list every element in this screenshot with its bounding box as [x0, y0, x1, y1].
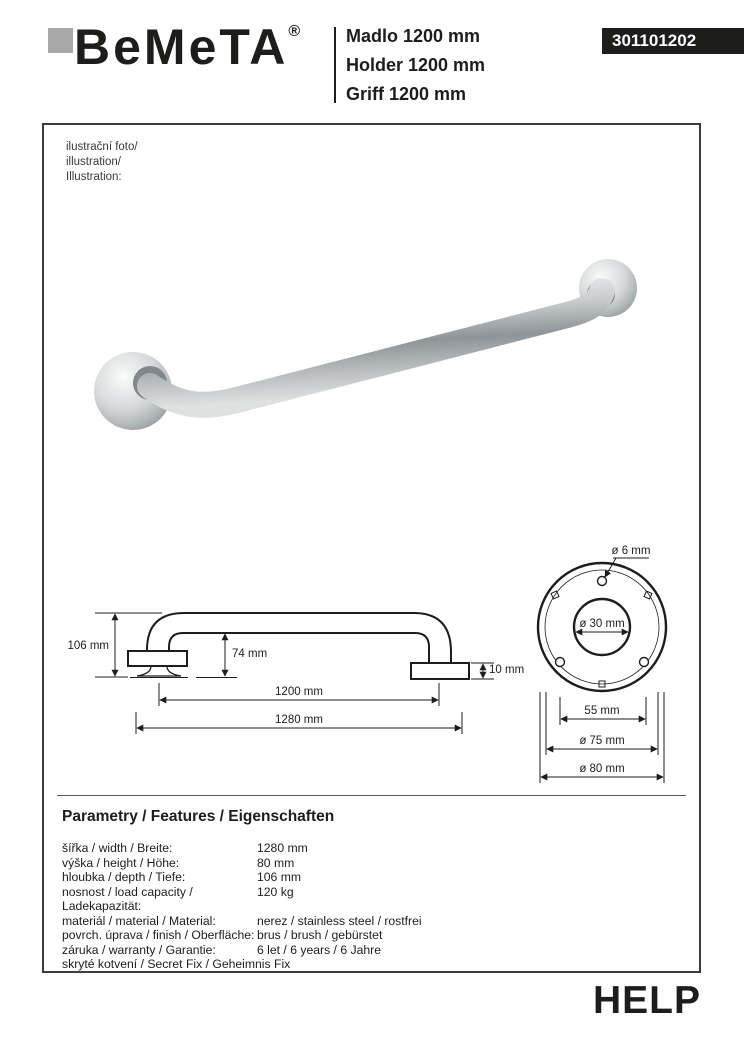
help-label: HELP [592, 979, 701, 1022]
param-label: materiál / material / Material: [62, 913, 216, 928]
dim-tube-diameter-label: ø 30 mm [579, 618, 625, 630]
left-mount-plate [128, 651, 187, 666]
param-label: hloubka / depth / Tiefe: [62, 870, 186, 884]
product-title-en: Holder 1200 mm [346, 55, 486, 75]
param-value: 6 let / 6 years / 6 Jahre [257, 942, 381, 957]
param-value: 1280 mm [257, 841, 308, 855]
param-value: 120 kg [257, 884, 294, 899]
left-mount-trumpet [137, 666, 181, 676]
param-label: skryté kotvení / Secret Fix / Geheimnis Fix [62, 957, 291, 971]
table-row [62, 914, 422, 929]
table-row [62, 841, 422, 856]
product-title-cs: Madlo 1200 mm [346, 26, 481, 46]
tube-inner-contour [169, 633, 429, 664]
illustration-note-line3: Illustration: [66, 171, 122, 183]
param-label: šířka / width / Breite: [62, 841, 173, 855]
dim-inner-height-label: 74 mm [232, 648, 268, 660]
dim-overall-length-label: 1280 mm [275, 714, 323, 726]
table-row [62, 943, 422, 958]
photo-grab-bar-tube [150, 291, 602, 405]
right-flange-plate [411, 663, 469, 679]
illustration-note-line2: illustration/ [66, 156, 121, 168]
dim-mount-distance-label: 1200 mm [275, 686, 323, 698]
parameters-table [62, 841, 422, 972]
table-row [62, 870, 422, 885]
param-value: 80 mm [257, 855, 295, 870]
dim-hole-spacing-label: 55 mm [584, 705, 620, 717]
param-value: nerez / stainless steel / rostfrei [257, 913, 422, 928]
param-value: 106 mm [257, 870, 302, 884]
screw-hole-leader [605, 558, 616, 577]
dim-inner-ring-label: ø 75 mm [579, 735, 625, 747]
screw-hole-left [556, 658, 565, 667]
product-code-badge: 301101202 [602, 28, 744, 54]
param-label: nosnost / load capacity / Ladekapazität: [62, 884, 193, 913]
front-view-drawing [538, 545, 666, 783]
brand-name: BeMeTA [74, 19, 289, 75]
dim-flange-thickness-label: 10 mm [489, 664, 525, 676]
table-row [62, 885, 422, 914]
param-label: záruka / warranty / Garantie: [62, 942, 216, 957]
tube-outer-contour [147, 613, 451, 664]
table-row [62, 957, 422, 972]
side-view-drawing [67, 613, 524, 734]
screw-hole-right [640, 658, 649, 667]
param-value: brus / brush / gebürstet [257, 928, 383, 942]
product-title-de: Griff 1200 mm [346, 84, 467, 104]
param-label: výška / height / Höhe: [62, 855, 180, 870]
dim-depth-label: 106 mm [67, 640, 109, 652]
param-label: povrch. úprava / finish / Oberfläche: [62, 928, 255, 942]
dim-outer-diameter-label: ø 80 mm [579, 763, 625, 775]
dim-screw-hole-label: ø 6 mm [611, 545, 651, 557]
registered-trademark-icon: ® [288, 23, 301, 40]
parameters-heading: Parametry / Features / Eigenschaften [62, 808, 335, 825]
illustration-note-line1: ilustrační foto/ [66, 141, 138, 153]
product-photo [94, 259, 637, 430]
table-row [62, 928, 422, 943]
section-separator [57, 795, 686, 796]
table-row [62, 856, 422, 871]
screw-hole-top [598, 577, 607, 586]
